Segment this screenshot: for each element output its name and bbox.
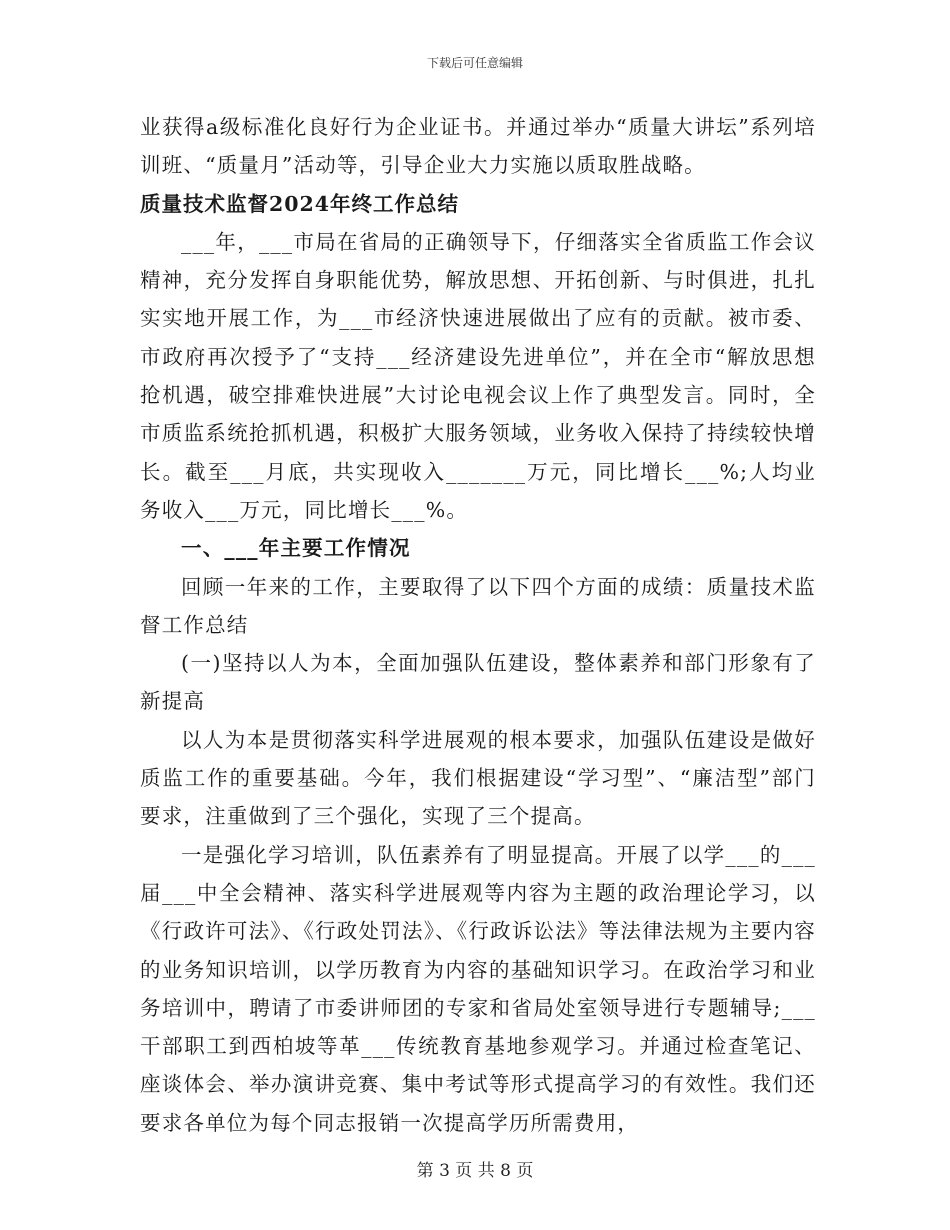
subsection-heading: (一)坚持以人为本，全面加强队伍建设，整体素养和部门形象有了新提高 — [140, 651, 816, 714]
paragraph-training: 一是强化学习培训，队伍素养有了明显提高。开展了以学___的___届___中全会精神、落实科学进展观等内容为主题的政治理论学习，以《行政许可法》、《行政处罚法》、《行政诉讼法》等法律法规为主要内容的业务知识培训，以学历教育为内容的基础知识学习。在政治学习和业务培训中，聘请了市委讲师团的专家和省局处室领导进行专题辅导;___干部职工到西柏坡等革___传统教育基地参观学习。并通过检查笔记、座谈体会、举办演讲竞赛、集中考试等形式提高学习的有效性。我们还要求各单位为每个同志报销一次提高学历所需费用， — [140, 842, 816, 1135]
paragraph-people-first: 以人为本是贯彻落实科学进展观的根本要求，加强队伍建设是做好质监工作的重要基础。今年，我们根据建设“学习型”、“廉洁型”部门要求，注重做到了三个强化，实现了三个提高。 — [140, 727, 816, 829]
paragraph-review: 回顾一年来的工作，主要取得了以下四个方面的成绩：质量技术监督工作总结 — [140, 574, 816, 637]
paragraph-continuation: 业获得a级标准化良好行为企业证书。并通过举办“质量大讲坛”系列培训班、“质量月”活动等，引导企业大力实施以质取胜战略。 — [140, 115, 816, 178]
paragraph-intro: ___年，___市局在省局的正确领导下，仔细落实全省质监工作会议精神，充分发挥自身职能优势，解放思想、开拓创新、与时俱进，扎扎实实地开展工作，为___市经济快速进展做出了应有的贡献。被市委、市政府再次授予了“支持___经济建设先进单位”，并在全市“解放思想抢机遇，破空排难快进展”大讨论电视会议上作了典型发言。同时，全市质监系统抢抓机遇，积极扩大服务领域，业务收入保持了持续较快增长。截至___月底，共实现收入_______万元，同比增长___%;人均业务收入___万元，同比增长___%。 — [140, 229, 816, 522]
header-note: 下载后可任意编辑 — [426, 56, 523, 70]
page-number: 第 3 页 共 8 页 — [416, 1161, 534, 1181]
section-heading: 一、___年主要工作情况 — [181, 536, 411, 561]
document-body — [140, 108, 816, 1142]
document-title: 质量技术监督2024年终工作总结 — [140, 191, 460, 216]
